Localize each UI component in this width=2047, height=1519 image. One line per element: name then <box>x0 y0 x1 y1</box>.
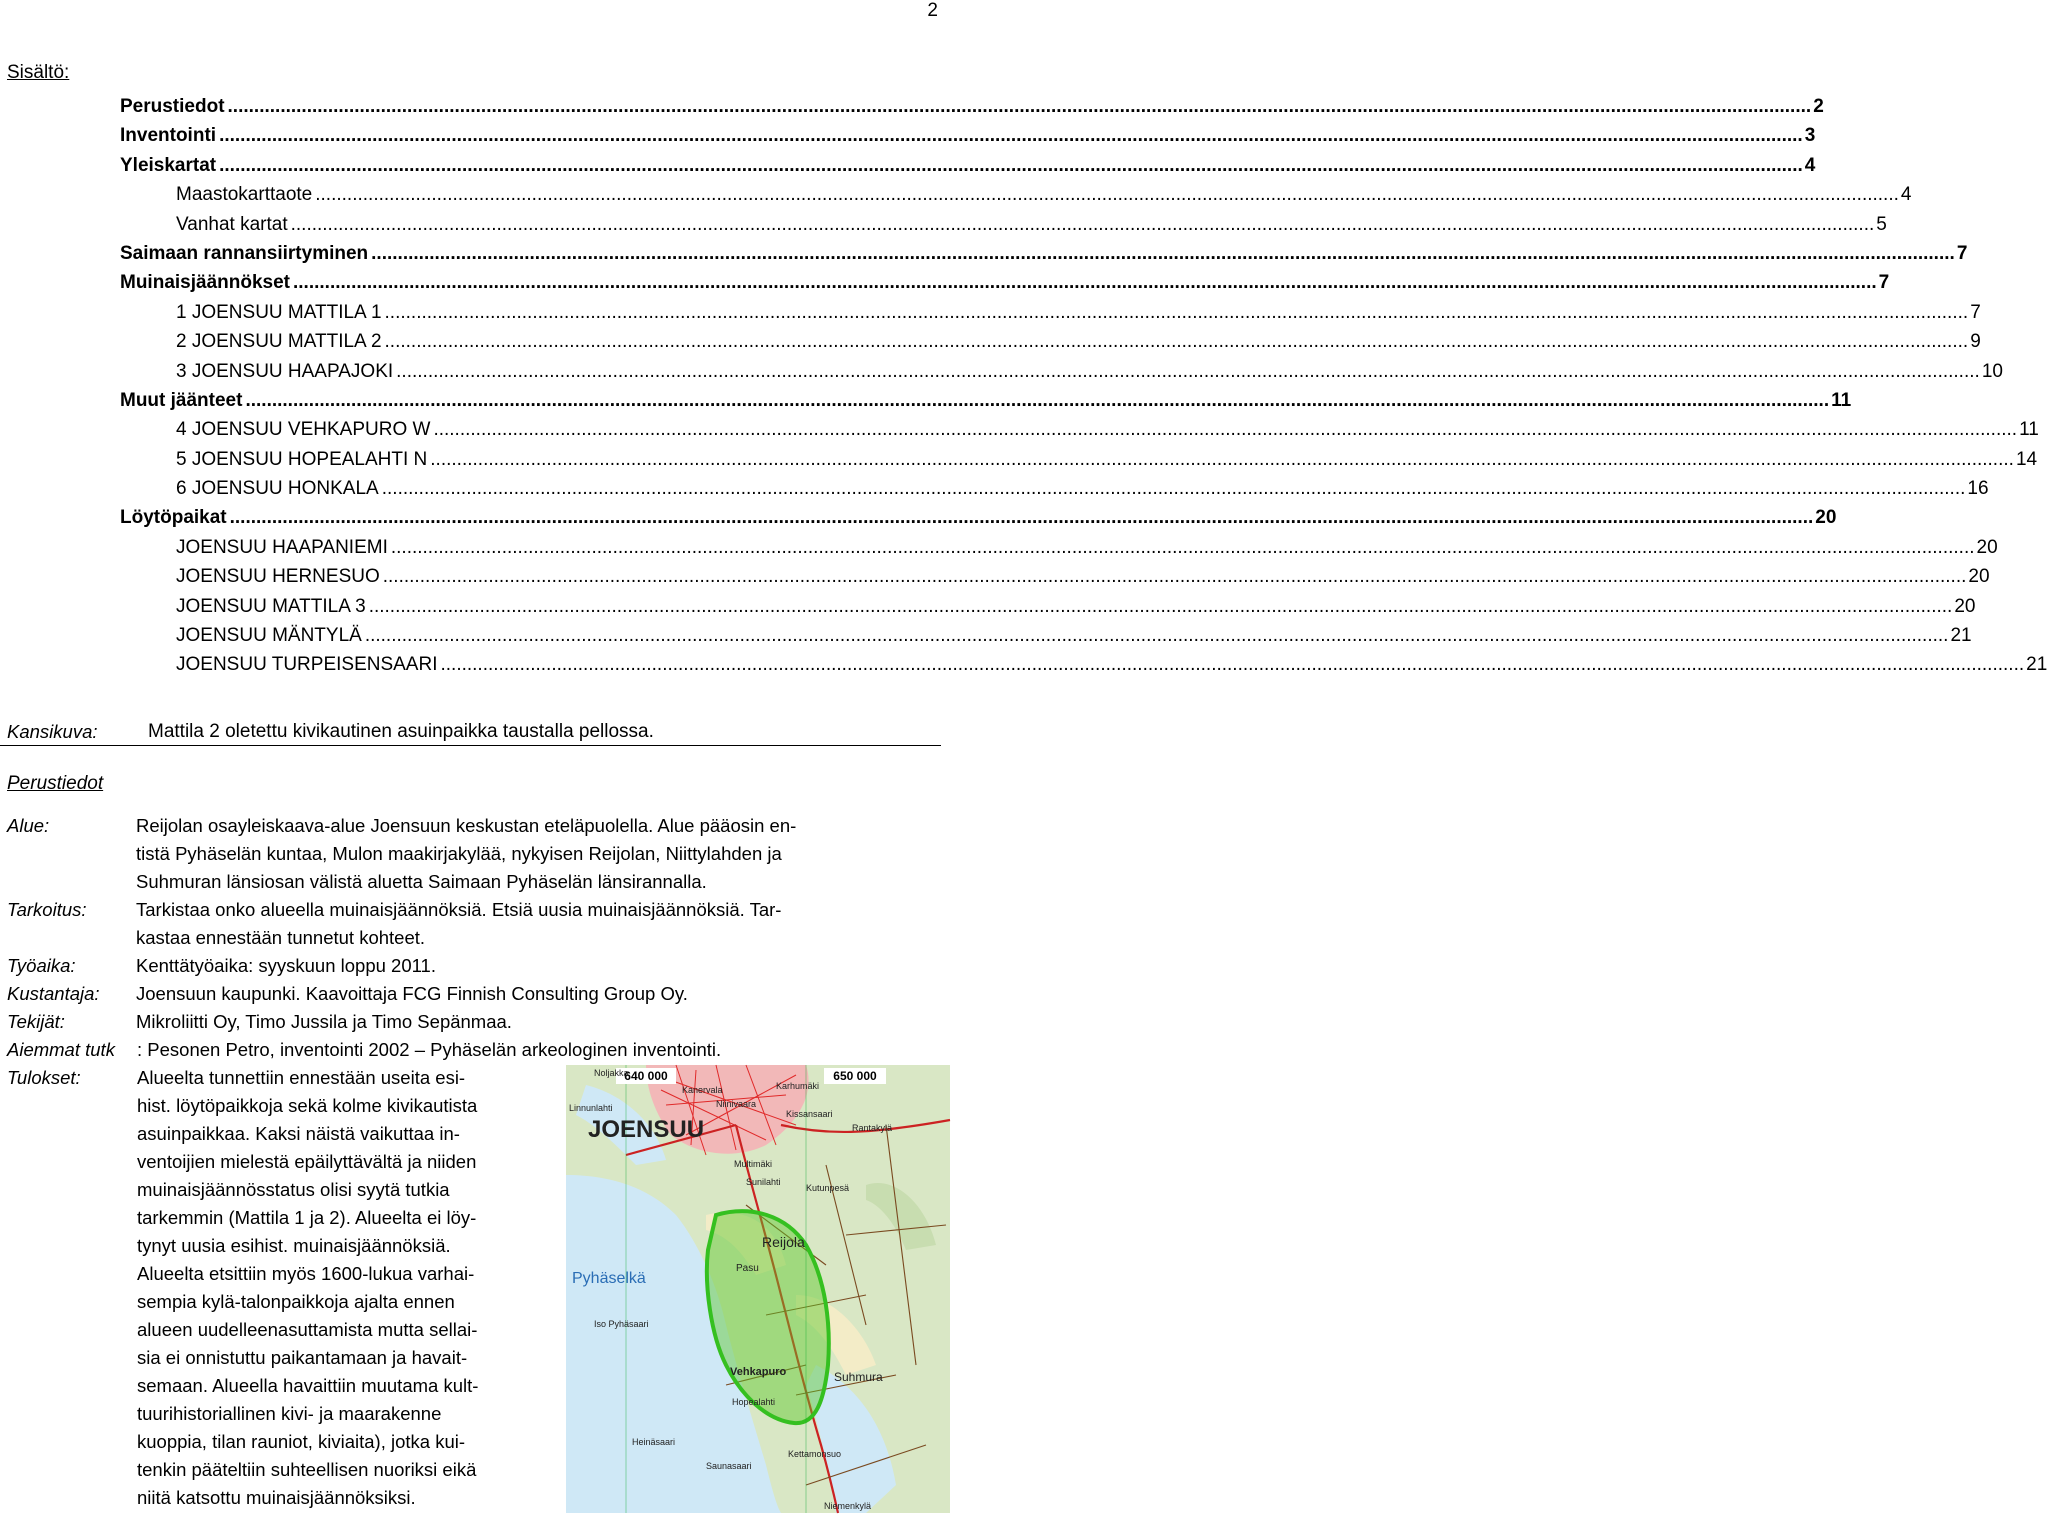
toc-entry-page: 4 <box>1899 180 1912 209</box>
toc-entry[interactable] <box>120 386 1852 415</box>
tulokset-line: sia ei onnistuttu paikantamaan ja havait- <box>137 1347 468 1368</box>
map-label: Vehkapuro <box>730 1366 787 1378</box>
toc-entry-title: Vanhat kartat <box>120 210 291 239</box>
toc-entry[interactable] <box>120 562 1990 591</box>
map-label: Reijola <box>762 1234 805 1250</box>
toc-entry-title: 6 JOENSUU HONKALA <box>120 474 382 503</box>
toc-leader-dots: ............................................................................................................................................................................................................................................................................................................ <box>227 96 1812 117</box>
map-coord-label: 650 000 <box>833 1069 877 1083</box>
alue-label: Alue: <box>7 815 50 836</box>
toc-entry[interactable] <box>120 268 1890 297</box>
aiemmat-label: Aiemmat tutk <box>7 1039 115 1060</box>
toc-leader-dots: ............................................................................................................................................................................................................................................................................................................ <box>293 272 1877 294</box>
map-label: Kettamonsuo <box>788 1449 842 1459</box>
map-label: Saunasaari <box>706 1461 752 1471</box>
map-label: Kissansaari <box>786 1109 833 1119</box>
map-label: Rantakylä <box>852 1123 893 1133</box>
toc-leader-dots: ............................................................................................................................................................................................................................................................................................................ <box>381 478 1966 500</box>
map-label-joensuu: JOENSUU <box>588 1116 705 1143</box>
map-label: Kutunpesä <box>806 1183 850 1193</box>
toc-entry-title: JOENSUU MÄNTYLÄ <box>120 621 365 650</box>
map-label: Iso Pyhäsaari <box>594 1319 649 1329</box>
toc-leader-dots: ............................................................................................................................................................................................................................................................................................................ <box>382 566 1967 588</box>
cover-caption: Mattila 2 oletettu kivikautinen asuinpaikka taustalla pellossa. <box>148 721 654 742</box>
toc-entry-title: JOENSUU MATTILA 3 <box>120 592 369 621</box>
toc-entry-title: Perustiedot <box>120 92 228 121</box>
map-label: Pasu <box>736 1263 759 1274</box>
toc-entry-page: 11 <box>1829 386 1851 415</box>
toc-entry-page: 20 <box>1952 592 1975 621</box>
tulokset-line: sempia kylä-talonpaikkoja ajalta ennen <box>137 1291 455 1312</box>
map-coord-label: 640 000 <box>624 1069 668 1083</box>
tarkoitus-label: Tarkoitus: <box>7 899 87 920</box>
toc-entry-page: 5 <box>1874 210 1887 239</box>
aiemmat-text: : Pesonen Petro, inventointi 2002 – Pyhäselän arkeologinen inventointi. <box>137 1039 722 1060</box>
toc-entry[interactable] <box>120 180 1912 209</box>
toc-entry-title: 2 JOENSUU MATTILA 2 <box>120 327 385 356</box>
map-label: Noljakka <box>594 1068 629 1078</box>
toc-entry-page: 21 <box>1948 621 1971 650</box>
toc-entry-page: 10 <box>1980 357 2003 386</box>
toc-entry[interactable] <box>120 357 2003 386</box>
toc-entry[interactable] <box>120 445 2038 474</box>
location-map <box>566 1065 950 1513</box>
toc-leader-dots: ............................................................................................................................................................................................................................................................................................................ <box>433 419 2018 441</box>
map-label: Heinäsaari <box>632 1437 676 1447</box>
tekijat-text: Mikroliitti Oy, Timo Jussila ja Timo Sepänmaa. <box>136 1011 512 1032</box>
toc-entry-title: JOENSUU TURPEISENSAARI <box>120 650 440 679</box>
map-label: Niinivaara <box>716 1099 757 1109</box>
toc-leader-dots: ............................................................................................................................................................................................................................................................................................................ <box>290 213 1875 235</box>
tarkoitus-line: Tarkistaa onko alueella muinaisjäännöksiä. Etsiä uusia muinaisjäännöksiä. Tar- <box>136 899 782 920</box>
map-label: Suhmura <box>834 1370 883 1384</box>
toc-entry-title: 1 JOENSUU MATTILA 1 <box>120 298 385 327</box>
toc-entry[interactable] <box>120 533 1998 562</box>
toc-entry[interactable] <box>120 327 1981 356</box>
kustantaja-text: Joensuun kaupunki. Kaavoittaja FCG Finnish Consulting Group Oy. <box>136 983 688 1004</box>
toc-entry-title: Saimaan rannansiirtyminen <box>120 239 371 268</box>
alue-text <box>136 812 936 896</box>
toc-entry-title: Maastokarttaote <box>120 180 315 209</box>
toc-entry-title: Inventointi <box>120 121 219 150</box>
map-label: Multimäki <box>734 1159 773 1169</box>
toc-entry-page: 20 <box>1966 562 1989 591</box>
tulokset-line: tarkemmin (Mattila 1 ja 2). Alueelta ei löy- <box>137 1207 477 1228</box>
toc-entry-title: Yleiskartat <box>120 151 219 180</box>
toc-leader-dots: ............................................................................................................................................................................................................................................................................................................ <box>368 595 1953 617</box>
toc-entry[interactable] <box>120 151 1816 180</box>
toc-entry-page: 4 <box>1803 151 1816 180</box>
toc-entry-title: Löytöpaikat <box>120 503 230 532</box>
toc-leader-dots: ............................................................................................................................................................................................................................................................................................................ <box>430 448 2014 470</box>
cover-label: Kansikuva: <box>7 721 98 742</box>
toc-entry-page: 21 <box>2024 650 2047 679</box>
tulokset-line: alueen uudelleenasuttamista mutta sellai- <box>137 1319 478 1340</box>
tulokset-line: hist. löytöpaikkoja sekä kolme kivikautista <box>137 1095 478 1116</box>
tulokset-line: Alueelta tunnettiin ennestään useita esi- <box>137 1067 466 1088</box>
tulokset-text <box>137 1064 562 1512</box>
map-label: Kanervala <box>682 1085 723 1095</box>
tulokset-label: Tulokset: <box>7 1067 81 1088</box>
section-heading-perustiedot: Perustiedot <box>7 773 104 794</box>
tulokset-line: ventoijien mielestä epäilyttävältä ja niiden <box>137 1151 477 1172</box>
toc-leader-dots: ............................................................................................................................................................................................................................................................................................................ <box>396 360 1980 382</box>
map-label: Karhumäki <box>776 1081 820 1091</box>
toc-entry[interactable] <box>120 415 2039 444</box>
tarkoitus-text <box>136 896 936 952</box>
toc-entry[interactable] <box>120 650 2047 679</box>
toc-entry-title: 3 JOENSUU HAAPAJOKI <box>120 357 396 386</box>
tulokset-line: muinaisjäännösstatus olisi syytä tutkia <box>137 1179 450 1200</box>
tulokset-line: tenkin pääteltiin suhteellisen nuoriksi eikä <box>137 1459 477 1480</box>
toc-entry[interactable] <box>120 621 1972 650</box>
toc-entry[interactable] <box>120 592 1976 621</box>
divider <box>0 745 941 746</box>
toc-entry[interactable] <box>120 298 1981 327</box>
toc-entry[interactable] <box>120 121 1816 150</box>
toc-heading: Sisältö: <box>7 62 70 83</box>
toc-entry-page: 3 <box>1803 121 1816 150</box>
toc-leader-dots: ............................................................................................................................................................................................................................................................................................................ <box>440 654 2025 676</box>
toc-entry[interactable] <box>120 239 1968 268</box>
tarkoitus-line: kastaa ennestään tunnetut kohteet. <box>136 927 426 948</box>
toc-leader-dots: ............................................................................................................................................................................................................................................................................................................ <box>229 507 1814 529</box>
alue-line: tistä Pyhäselän kuntaa, Mulon maakirjakylää, nykyisen Reijolan, Niittylahden ja <box>136 843 782 864</box>
toc-entry-title: Muinaisjäännökset <box>120 268 293 297</box>
toc-entry-page: 20 <box>1975 533 1998 562</box>
tulokset-line: Alueelta etsittiin myös 1600-lukua varhai- <box>137 1263 475 1284</box>
tulokset-line: tuurihistoriallinen kivi- ja maarakenne <box>137 1403 442 1424</box>
toc-leader-dots: ............................................................................................................................................................................................................................................................................................................ <box>245 389 1830 411</box>
toc-leader-dots: ............................................................................................................................................................................................................................................................................................................ <box>219 125 1803 147</box>
kustantaja-label: Kustantaja: <box>7 983 100 1004</box>
toc-leader-dots: ............................................................................................................................................................................................................................................................................................................ <box>384 301 1969 323</box>
tekijat-label: Tekijät: <box>7 1011 65 1032</box>
toc-entry[interactable] <box>120 474 1989 503</box>
tulokset-line: tynyt uusia esihist. muinaisjäännöksiä. <box>137 1235 451 1256</box>
toc-entry[interactable] <box>120 210 1887 239</box>
tulokset-line: semaan. Alueella havaittiin muutama kult- <box>137 1375 479 1396</box>
toc-leader-dots: ............................................................................................................................................................................................................................................................................................................ <box>371 242 1955 264</box>
toc-entry-page: 16 <box>1965 474 1988 503</box>
toc-leader-dots: ............................................................................................................................................................................................................................................................................................................ <box>390 536 1975 558</box>
toc-entry-page: 2 <box>1811 92 1824 121</box>
toc-leader-dots: ............................................................................................................................................................................................................................................................................................................ <box>219 154 1803 176</box>
tulokset-line: asuinpaikkaa. Kaksi näistä vaikuttaa in- <box>137 1123 460 1144</box>
tyoaika-text: Kenttätyöaika: syyskuun loppu 2011. <box>136 955 436 976</box>
tulokset-line: niitä katsottu muinaisjäännöksiksi. <box>137 1487 416 1508</box>
toc-entry-page: 7 <box>1955 239 1968 268</box>
map-label: Sunilahti <box>746 1177 781 1187</box>
alue-line: Reijolan osayleiskaava-alue Joensuun keskustan eteläpuolella. Alue pääosin en- <box>136 815 797 836</box>
toc-entry-title: JOENSUU HAAPANIEMI <box>120 533 391 562</box>
toc-entry-title: JOENSUU HERNESUO <box>120 562 383 591</box>
toc-leader-dots: ............................................................................................................................................................................................................................................................................................................ <box>384 331 1969 353</box>
toc-entry-page: 20 <box>1813 503 1836 532</box>
toc-entry[interactable] <box>120 92 1824 121</box>
map-label-pyhaselka: Pyhäselkä <box>572 1270 646 1287</box>
toc-entry-title: Muut jäänteet <box>120 386 245 415</box>
toc-entry-page: 9 <box>1968 327 1981 356</box>
map-label: Hopealahti <box>732 1397 776 1407</box>
toc-entry-page: 7 <box>1968 298 1981 327</box>
page-number: 2 <box>927 0 938 21</box>
tyoaika-label: Työaika: <box>7 955 76 976</box>
map-label: Linnunlahti <box>569 1103 613 1113</box>
map-label: Niemenkylä <box>824 1501 872 1511</box>
toc-entry-page: 7 <box>1877 268 1890 297</box>
toc-entry-page: 14 <box>2014 445 2037 474</box>
toc-entry[interactable] <box>120 503 1837 532</box>
toc-entry-page: 11 <box>2017 415 2039 444</box>
table-of-contents <box>120 92 2047 680</box>
toc-leader-dots: ............................................................................................................................................................................................................................................................................................................ <box>364 625 1949 647</box>
alue-line: Suhmuran länsiosan välistä aluetta Saimaan Pyhäselän länsirannalla. <box>136 871 707 892</box>
toc-entry-title: 4 JOENSUU VEHKAPURO W <box>120 415 433 444</box>
toc-leader-dots: ............................................................................................................................................................................................................................................................................................................ <box>315 184 1899 206</box>
toc-entry-title: 5 JOENSUU HOPEALAHTI N <box>120 445 430 474</box>
tulokset-line: kuoppia, tilan rauniot, kiviaita), jotka kui- <box>137 1431 466 1452</box>
